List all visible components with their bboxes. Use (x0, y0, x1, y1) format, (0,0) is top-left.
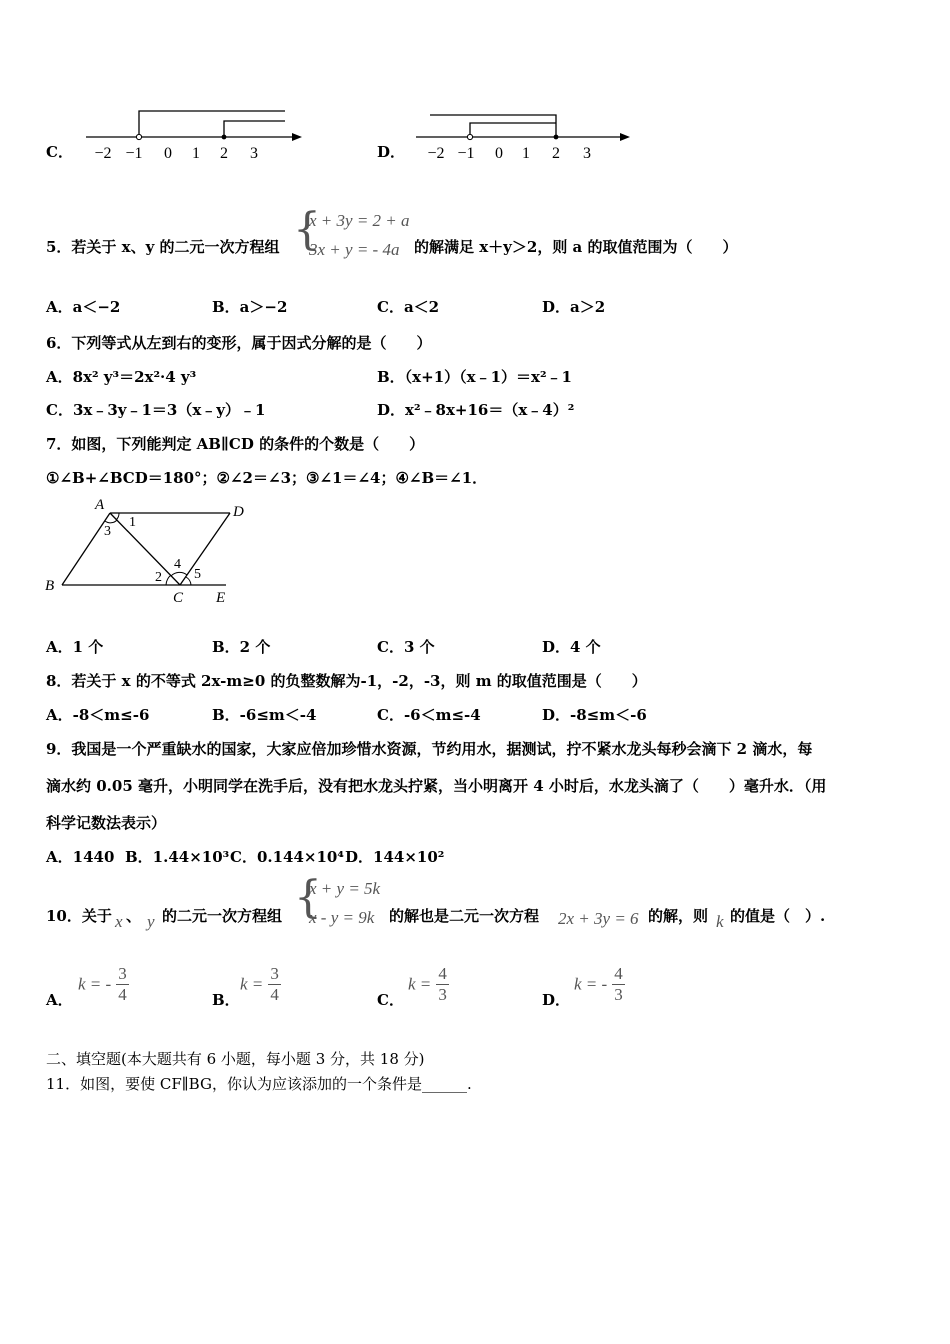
q10-suffix: 的值是（ ）. (730, 907, 826, 925)
tick-label: 2 (220, 145, 228, 162)
q6-option-a: A．8x² y³＝2x²·4 y³ (46, 368, 197, 386)
q5-suffix: 的解满足 x＋y＞2，则 a 的取值范围为（ ） (414, 238, 738, 256)
q10-option-a-lhs: k = - (78, 974, 112, 994)
point-label: C (173, 590, 184, 606)
q10-separator: 、 (126, 907, 142, 925)
angle-label: 3 (104, 524, 111, 539)
tick-label: 3 (583, 145, 591, 162)
point-label: E (216, 590, 226, 606)
q10-option-c-lhs: k = (408, 974, 432, 994)
q10-option-c-num: 4 (438, 964, 447, 983)
tick-label: −1 (125, 145, 143, 162)
q6-stem: 6．下列等式从左到右的变形，属于因式分解的是（ ） (46, 334, 432, 352)
q10-option-b (240, 964, 281, 1005)
q7-option-a: A．1 个 (46, 638, 104, 656)
q5-eq1: x + 3y = 2 + a (309, 211, 410, 230)
q10-option-a-den: 4 (118, 985, 127, 1004)
tick-label: 1 (522, 145, 530, 162)
q10-prefix: 10．关于 (46, 907, 112, 925)
q10-eq3: 2x + 3y = 6 (558, 909, 639, 928)
angle-label: 1 (129, 515, 136, 530)
q10-eq2: x - y = 9k (309, 908, 375, 927)
q7-parallelogram-figure (40, 492, 260, 612)
q10-option-d-num: 4 (614, 964, 623, 983)
q10-mid2: 的解也是二元一次方程 (389, 907, 540, 925)
q8-stem: 8．若关于 x 的不等式 2x-m≥0 的负整数解为-1，-2，-3，则 m 的取值范围是（ ） (46, 672, 647, 690)
tick-label: −1 (457, 145, 475, 162)
section-title-fill-blank: 二、填空题(本大题共有 6 小题，每小题 3 分，共 18 分) (46, 1050, 425, 1068)
q9-line-1: 9．我国是一个严重缺水的国家，大家应倍加珍惜水资源，节约用水，据测试，拧不紧水龙头每秒会滴下 2 滴水，每 (46, 740, 813, 758)
tick-label: −2 (94, 145, 112, 162)
q10-option-b-num: 3 (270, 964, 279, 983)
angle-label: 5 (194, 567, 201, 582)
q5-option-b: B．a＞−2 (212, 298, 288, 316)
q10-option-d-label: D． (542, 991, 571, 1009)
q10-option-d-lhs: k = - (574, 974, 608, 994)
angle-label: 4 (174, 557, 181, 572)
q10-var-y: y (147, 912, 155, 931)
point-label: B (45, 578, 55, 594)
q8-option-b: B．-6≤m＜-4 (212, 706, 317, 724)
q8-option-a: A．-8＜m≤-6 (46, 706, 150, 724)
q6-option-d: D．x²﹣8x+16＝（x﹣4）² (377, 401, 575, 419)
q10-option-c (408, 964, 449, 1005)
q7-stem: 7．如图，下列能判定 AB∥CD 的条件的个数是（ ） (46, 435, 425, 453)
q6-option-b: B．（x+1）（x﹣1）＝x²﹣1 (377, 368, 572, 386)
tick-label: 0 (495, 145, 503, 162)
q9-option-d: D．144×10² (345, 848, 445, 866)
angle-label: 2 (155, 570, 162, 585)
tick-label: 3 (250, 145, 258, 162)
q10-option-d-den: 3 (614, 985, 623, 1004)
q10-option-c-den: 3 (438, 985, 447, 1004)
point-label: D (233, 504, 244, 520)
q7-option-d: D．4 个 (542, 638, 601, 656)
q9-option-c: C．0.144×10⁴ (230, 848, 344, 866)
q10-option-a-num: 3 (118, 964, 127, 983)
q4-number-line-d (410, 100, 640, 170)
q10-mid3: 的解，则 (648, 907, 709, 925)
q8-option-d: D．-8≤m＜-6 (542, 706, 647, 724)
q10-option-a-label: A． (46, 991, 73, 1009)
q6-option-c: C．3x﹣3y﹣1＝3（x﹣y）﹣1 (46, 401, 266, 419)
q5-prefix: 5．若关于 x、y 的二元一次方程组 (46, 238, 280, 256)
q4-number-line-c (80, 100, 310, 170)
q10-brace: { (294, 872, 322, 923)
q10-option-b-lhs: k = (240, 974, 264, 994)
q4-option-d-label: D． (377, 143, 406, 161)
tick-label: 0 (164, 145, 172, 162)
q11-stem: 11．如图，要使 CF∥BG，你认为应该添加的一个条件是______. (46, 1075, 472, 1093)
q10-option-b-den: 4 (270, 985, 279, 1004)
q9-line-3: 科学记数法表示） (46, 814, 167, 832)
q10-option-c-label: C． (377, 991, 404, 1009)
q7-conditions: ①∠B+∠BCD＝180°；②∠2＝∠3；③∠1＝∠4；④∠B＝∠1． (46, 469, 488, 487)
q9-option-b: B．1.44×10³ (125, 848, 230, 866)
q4-option-c-label: C． (46, 143, 73, 161)
q8-option-c: C．-6＜m≤-4 (377, 706, 481, 724)
q5-brace: { (293, 204, 321, 255)
q10-eq1: x + y = 5k (309, 879, 381, 898)
q10-var-x: x (115, 912, 123, 931)
q10-option-d (574, 964, 625, 1005)
point-label: A (95, 497, 105, 513)
q10-var-k: k (716, 912, 724, 931)
q10-option-b-label: B． (212, 991, 240, 1009)
q5-option-d: D．a＞2 (542, 298, 606, 316)
tick-label: 1 (192, 145, 200, 162)
q10-mid: 的二元一次方程组 (162, 907, 283, 925)
tick-label: −2 (427, 145, 445, 162)
tick-label: 2 (552, 145, 560, 162)
q5-eq2: 3x + y = - 4a (309, 240, 400, 259)
q10-option-a (78, 964, 129, 1005)
q9-line-2: 滴水约 0.05 毫升，小明同学在洗手后，没有把水龙头拧紧，当小明离开 4 小时后，水龙头滴了（ ）毫升水．（用 (46, 777, 827, 795)
q9-option-a: A．1440 (46, 848, 115, 866)
q5-option-c: C．a＜2 (377, 298, 440, 316)
q7-option-b: B．2 个 (212, 638, 271, 656)
q5-option-a: A．a＜−2 (46, 298, 121, 316)
q7-option-c: C．3 个 (377, 638, 435, 656)
